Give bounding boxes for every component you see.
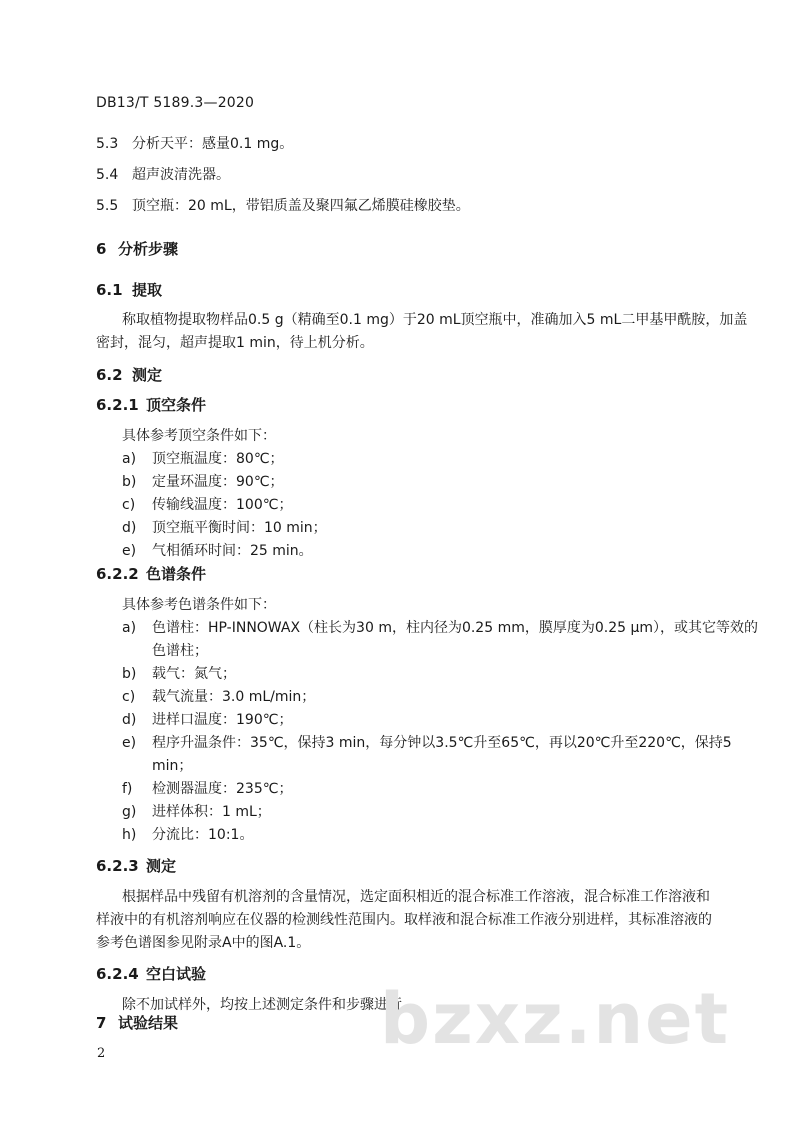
- list-item: [122, 732, 732, 752]
- watermark: bzxz.net: [380, 978, 731, 1060]
- list-item-label: e): [122, 735, 137, 751]
- standard-number: DB13/T 5189.3—2020: [96, 95, 255, 111]
- list-item-text: 进样体积：1 mL；: [152, 804, 271, 820]
- list-item: [122, 494, 292, 514]
- clause-title: 顶空条件: [146, 396, 207, 414]
- clause-6-2-heading: [96, 364, 162, 385]
- list-item: [122, 517, 327, 537]
- section-title: 试验结果: [118, 1014, 179, 1032]
- list-item: [122, 540, 313, 560]
- list-intro: 具体参考顶空条件如下：: [122, 428, 276, 444]
- clause-title: 色谱条件: [146, 565, 207, 583]
- clause-6-2-2-heading: [96, 563, 206, 584]
- paragraph-line: 除不加试样外，均按上述测定条件和步骤进行。: [122, 997, 416, 1013]
- list-item-text: 进样口温度：190℃；: [152, 712, 293, 728]
- clause-5-3: [96, 133, 293, 153]
- list-item-text: 色谱柱：HP-INNOWAX（柱长为30 m，柱内径为0.25 mm，膜厚度为0.25 μm），或其它等效的: [152, 620, 759, 636]
- list-item-continuation: 色谱柱；: [152, 643, 208, 659]
- clause-6-2-3-heading: [96, 855, 176, 876]
- list-item-label: a): [122, 451, 137, 467]
- clause-title: 空白试验: [146, 965, 207, 983]
- list-item-text: 顶空瓶温度：80℃；: [152, 451, 284, 467]
- list-item: [122, 471, 284, 491]
- clause-number: 6.2.2: [96, 565, 139, 583]
- clause-text: 超声波清洗器。: [132, 167, 230, 183]
- clause-text: 顶空瓶：20 mL，带铝质盖及聚四氟乙烯膜硅橡胶垫。: [132, 198, 470, 214]
- clause-number: 6.2.4: [96, 965, 139, 983]
- clause-title: 测定: [132, 366, 163, 384]
- section-6-heading: [96, 238, 178, 259]
- list-item-label: d): [122, 520, 137, 536]
- paragraph-line: 称取植物提取物样品0.5 g（精确至0.1 mg）于20 mL顶空瓶中，准确加入5 mL二甲基甲酰胺，加盖: [122, 312, 748, 328]
- clause-number: 5.4: [96, 167, 119, 183]
- list-item-text: 分流比：10:1。: [152, 827, 254, 843]
- list-item-label: f): [122, 781, 133, 797]
- list-item: [122, 686, 315, 706]
- list-item: [122, 448, 284, 468]
- clause-number: 6.2.1: [96, 396, 139, 414]
- clause-number: 5.3: [96, 136, 119, 152]
- list-item-text: 载气流量：3.0 mL/min；: [152, 689, 316, 705]
- list-item-label: c): [122, 497, 136, 513]
- list-item-label: b): [122, 666, 137, 682]
- paragraph-line: 密封，混匀，超声提取1 min，待上机分析。: [96, 335, 374, 351]
- list-item-text: 传输线温度：100℃；: [152, 497, 293, 513]
- clause-number: 6.2.3: [96, 857, 139, 875]
- page-number: 2: [97, 1046, 106, 1061]
- section-number: 6: [96, 240, 107, 258]
- clause-6-1-heading: [96, 279, 162, 300]
- list-item-label: h): [122, 827, 137, 843]
- paragraph-line: 根据样品中残留有机溶剂的含量情况，选定面积相近的混合标准工作溶液，混合标准工作溶液和: [122, 889, 710, 905]
- list-item-label: e): [122, 543, 137, 559]
- list-item-text: 程序升温条件：35℃，保持3 min，每分钟以3.5℃升至65℃，再以20℃升至220℃，保持5: [152, 735, 732, 751]
- list-item: [122, 709, 292, 729]
- list-item-label: g): [122, 804, 137, 820]
- section-7-heading: [96, 1012, 178, 1033]
- section-title: 分析步骤: [118, 240, 179, 258]
- clause-number: 6.2: [96, 366, 123, 384]
- list-item-text: 定量环温度：90℃；: [152, 474, 284, 490]
- list-intro: 具体参考色谱条件如下：: [122, 597, 276, 613]
- list-item: [122, 663, 236, 683]
- clause-title: 提取: [132, 281, 163, 299]
- clause-5-5: [96, 195, 470, 215]
- list-item-label: d): [122, 712, 137, 728]
- list-item-label: a): [122, 620, 137, 636]
- section-number: 7: [96, 1014, 107, 1032]
- list-item-label: b): [122, 474, 137, 490]
- paragraph-line: 样液中的有机溶剂响应在仪器的检测线性范围内。取样液和混合标准工作液分别进样，其标准溶液的: [96, 912, 712, 928]
- clause-text: 分析天平：感量0.1 mg。: [132, 136, 294, 152]
- clause-number: 5.5: [96, 198, 119, 214]
- list-item-text: 载气：氮气；: [152, 666, 236, 682]
- list-item-label: c): [122, 689, 136, 705]
- clause-title: 测定: [146, 857, 177, 875]
- clause-6-2-4-heading: [96, 963, 206, 984]
- clause-number: 6.1: [96, 281, 123, 299]
- paragraph-line: 参考色谱图参见附录A中的图A.1。: [96, 935, 311, 951]
- list-item-continuation: min；: [152, 758, 193, 774]
- clause-6-2-1-heading: [96, 394, 206, 415]
- list-item: [122, 801, 271, 821]
- list-item-text: 检测器温度：235℃；: [152, 781, 293, 797]
- list-item: [122, 617, 758, 637]
- list-item: [122, 778, 292, 798]
- list-item-text: 气相循环时间：25 min。: [152, 543, 313, 559]
- clause-5-4: [96, 164, 230, 184]
- list-item: [122, 824, 253, 844]
- list-item-text: 顶空瓶平衡时间：10 min；: [152, 520, 327, 536]
